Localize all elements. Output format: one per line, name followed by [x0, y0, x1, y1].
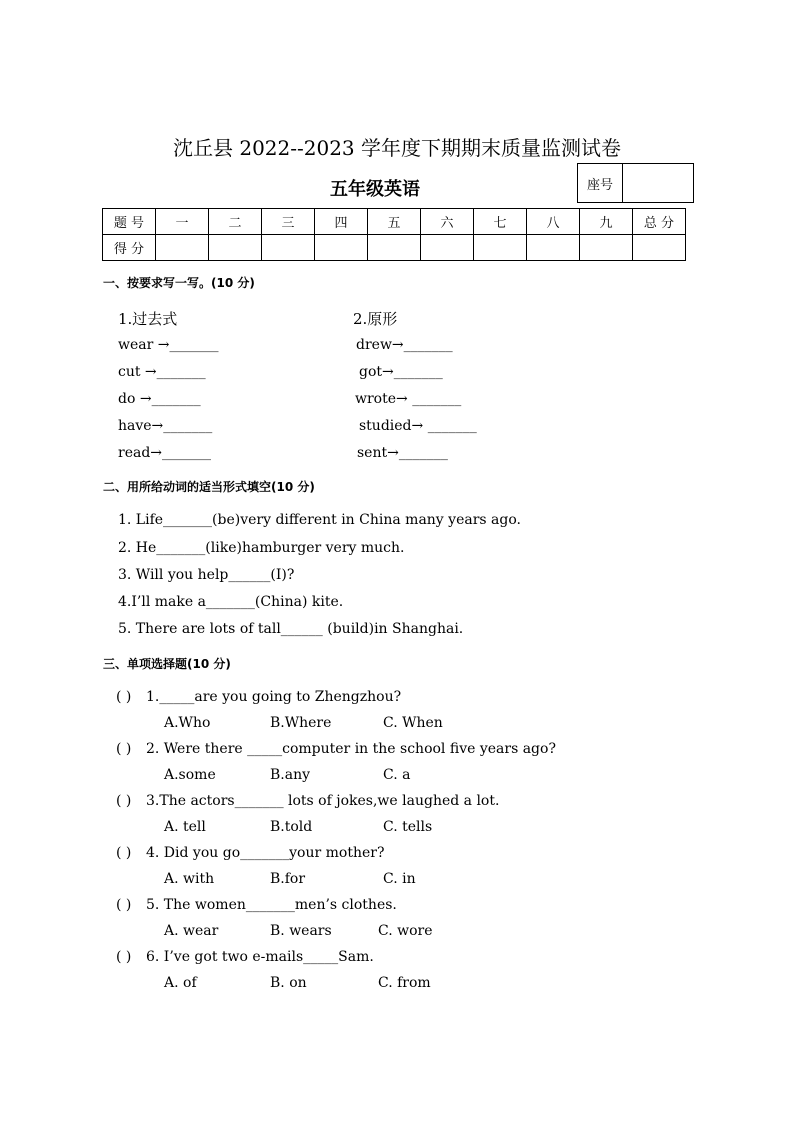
- score-header-cell: 七: [474, 209, 527, 235]
- score-cell[interactable]: [633, 235, 686, 261]
- option-b[interactable]: B. wears: [270, 923, 332, 939]
- answer-paren[interactable]: ( ): [116, 741, 132, 757]
- score-cell[interactable]: [368, 235, 421, 261]
- answer-paren[interactable]: ( ): [116, 793, 132, 809]
- past-tense-item[interactable]: do →_______: [118, 391, 201, 407]
- score-header-cell: 五: [368, 209, 421, 235]
- section1-col2-head: 2.原形: [353, 310, 398, 328]
- score-header-cell: 六: [421, 209, 474, 235]
- answer-paren[interactable]: ( ): [116, 897, 132, 913]
- question-text: 5. The women_______men’s clothes.: [146, 897, 397, 913]
- fill-blank-item[interactable]: 2. He_______(like)hamburger very much.: [118, 540, 405, 556]
- base-form-item[interactable]: wrote→ _______: [355, 391, 462, 407]
- question-text: 6. I’ve got two e-mails_____Sam.: [146, 949, 374, 965]
- seat-number-box: [577, 163, 694, 203]
- base-form-item[interactable]: drew→_______: [356, 337, 453, 353]
- section1-heading: 一、按要求写一写。(10 分): [103, 276, 255, 290]
- option-a[interactable]: A.some: [164, 767, 216, 783]
- answer-paren[interactable]: ( ): [116, 949, 132, 965]
- answer-paren[interactable]: ( ): [116, 845, 132, 861]
- fill-blank-item[interactable]: 1. Life_______(be)very different in China many years ago.: [118, 512, 521, 528]
- base-form-item[interactable]: got→_______: [359, 364, 443, 380]
- section3-heading: 三、单项选择题(10 分): [103, 657, 231, 671]
- question-text: 2. Were there _____computer in the school five years ago?: [146, 741, 556, 757]
- seat-label: 座号: [578, 164, 623, 203]
- question-text: 3.The actors_______ lots of jokes,we laughed a lot.: [146, 793, 500, 809]
- fill-blank-item[interactable]: 3. Will you help______(I)?: [118, 567, 295, 583]
- score-header-cell: 四: [315, 209, 368, 235]
- score-cell[interactable]: [315, 235, 368, 261]
- score-header-cell: 八: [527, 209, 580, 235]
- score-cell[interactable]: [580, 235, 633, 261]
- score-header-cell: 题 号: [103, 209, 156, 235]
- exam-title: 沈丘县 2022--2023 学年度下期期末质量监测试卷: [172, 136, 622, 160]
- seat-number-field[interactable]: [623, 164, 694, 203]
- score-table: [102, 208, 686, 261]
- option-c[interactable]: C. from: [378, 975, 431, 991]
- option-a[interactable]: A. of: [164, 975, 197, 991]
- score-header-cell: 九: [580, 209, 633, 235]
- question-text: 1._____are you going to Zhengzhou?: [146, 689, 402, 705]
- score-cell[interactable]: [262, 235, 315, 261]
- base-form-item[interactable]: studied→ _______: [359, 418, 477, 434]
- option-b[interactable]: B. on: [270, 975, 307, 991]
- score-header-cell: 总 分: [633, 209, 686, 235]
- option-b[interactable]: B.told: [270, 819, 313, 835]
- score-cell[interactable]: [421, 235, 474, 261]
- score-header-cell: 一: [156, 209, 209, 235]
- option-a[interactable]: A. with: [164, 871, 215, 887]
- score-header-cell: 三: [262, 209, 315, 235]
- option-c[interactable]: C. wore: [378, 923, 433, 939]
- option-a[interactable]: A.Who: [164, 715, 211, 731]
- past-tense-item[interactable]: cut →_______: [118, 364, 206, 380]
- question-text: 4. Did you go_______your mother?: [146, 845, 385, 861]
- score-row-label: 得 分: [103, 235, 156, 261]
- option-c[interactable]: C. a: [383, 767, 411, 783]
- past-tense-item[interactable]: read→_______: [118, 445, 212, 461]
- past-tense-item[interactable]: wear →_______: [118, 337, 219, 353]
- section1-col1-head: 1.过去式: [118, 310, 178, 328]
- score-cell[interactable]: [527, 235, 580, 261]
- past-tense-item[interactable]: have→_______: [118, 418, 213, 434]
- score-header-cell: 二: [209, 209, 262, 235]
- base-form-item[interactable]: sent→_______: [357, 445, 448, 461]
- fill-blank-item[interactable]: 5. There are lots of tall______ (build)in Shanghai.: [118, 621, 464, 637]
- score-cell[interactable]: [209, 235, 262, 261]
- score-cell[interactable]: [156, 235, 209, 261]
- exam-subtitle: 五年级英语: [330, 179, 420, 200]
- option-a[interactable]: A. wear: [164, 923, 219, 939]
- option-c[interactable]: C. tells: [383, 819, 433, 835]
- score-value-row: [103, 235, 686, 261]
- option-c[interactable]: C. When: [383, 715, 443, 731]
- option-a[interactable]: A. tell: [164, 819, 206, 835]
- fill-blank-item[interactable]: 4.I’ll make a_______(China) kite.: [118, 594, 344, 610]
- option-b[interactable]: B.Where: [270, 715, 332, 731]
- option-c[interactable]: C. in: [383, 871, 416, 887]
- score-header-row: [103, 209, 686, 235]
- score-cell[interactable]: [474, 235, 527, 261]
- option-b[interactable]: B.for: [270, 871, 306, 887]
- section2-heading: 二、用所给动词的适当形式填空(10 分): [103, 480, 315, 494]
- answer-paren[interactable]: ( ): [116, 689, 132, 705]
- option-b[interactable]: B.any: [270, 767, 311, 783]
